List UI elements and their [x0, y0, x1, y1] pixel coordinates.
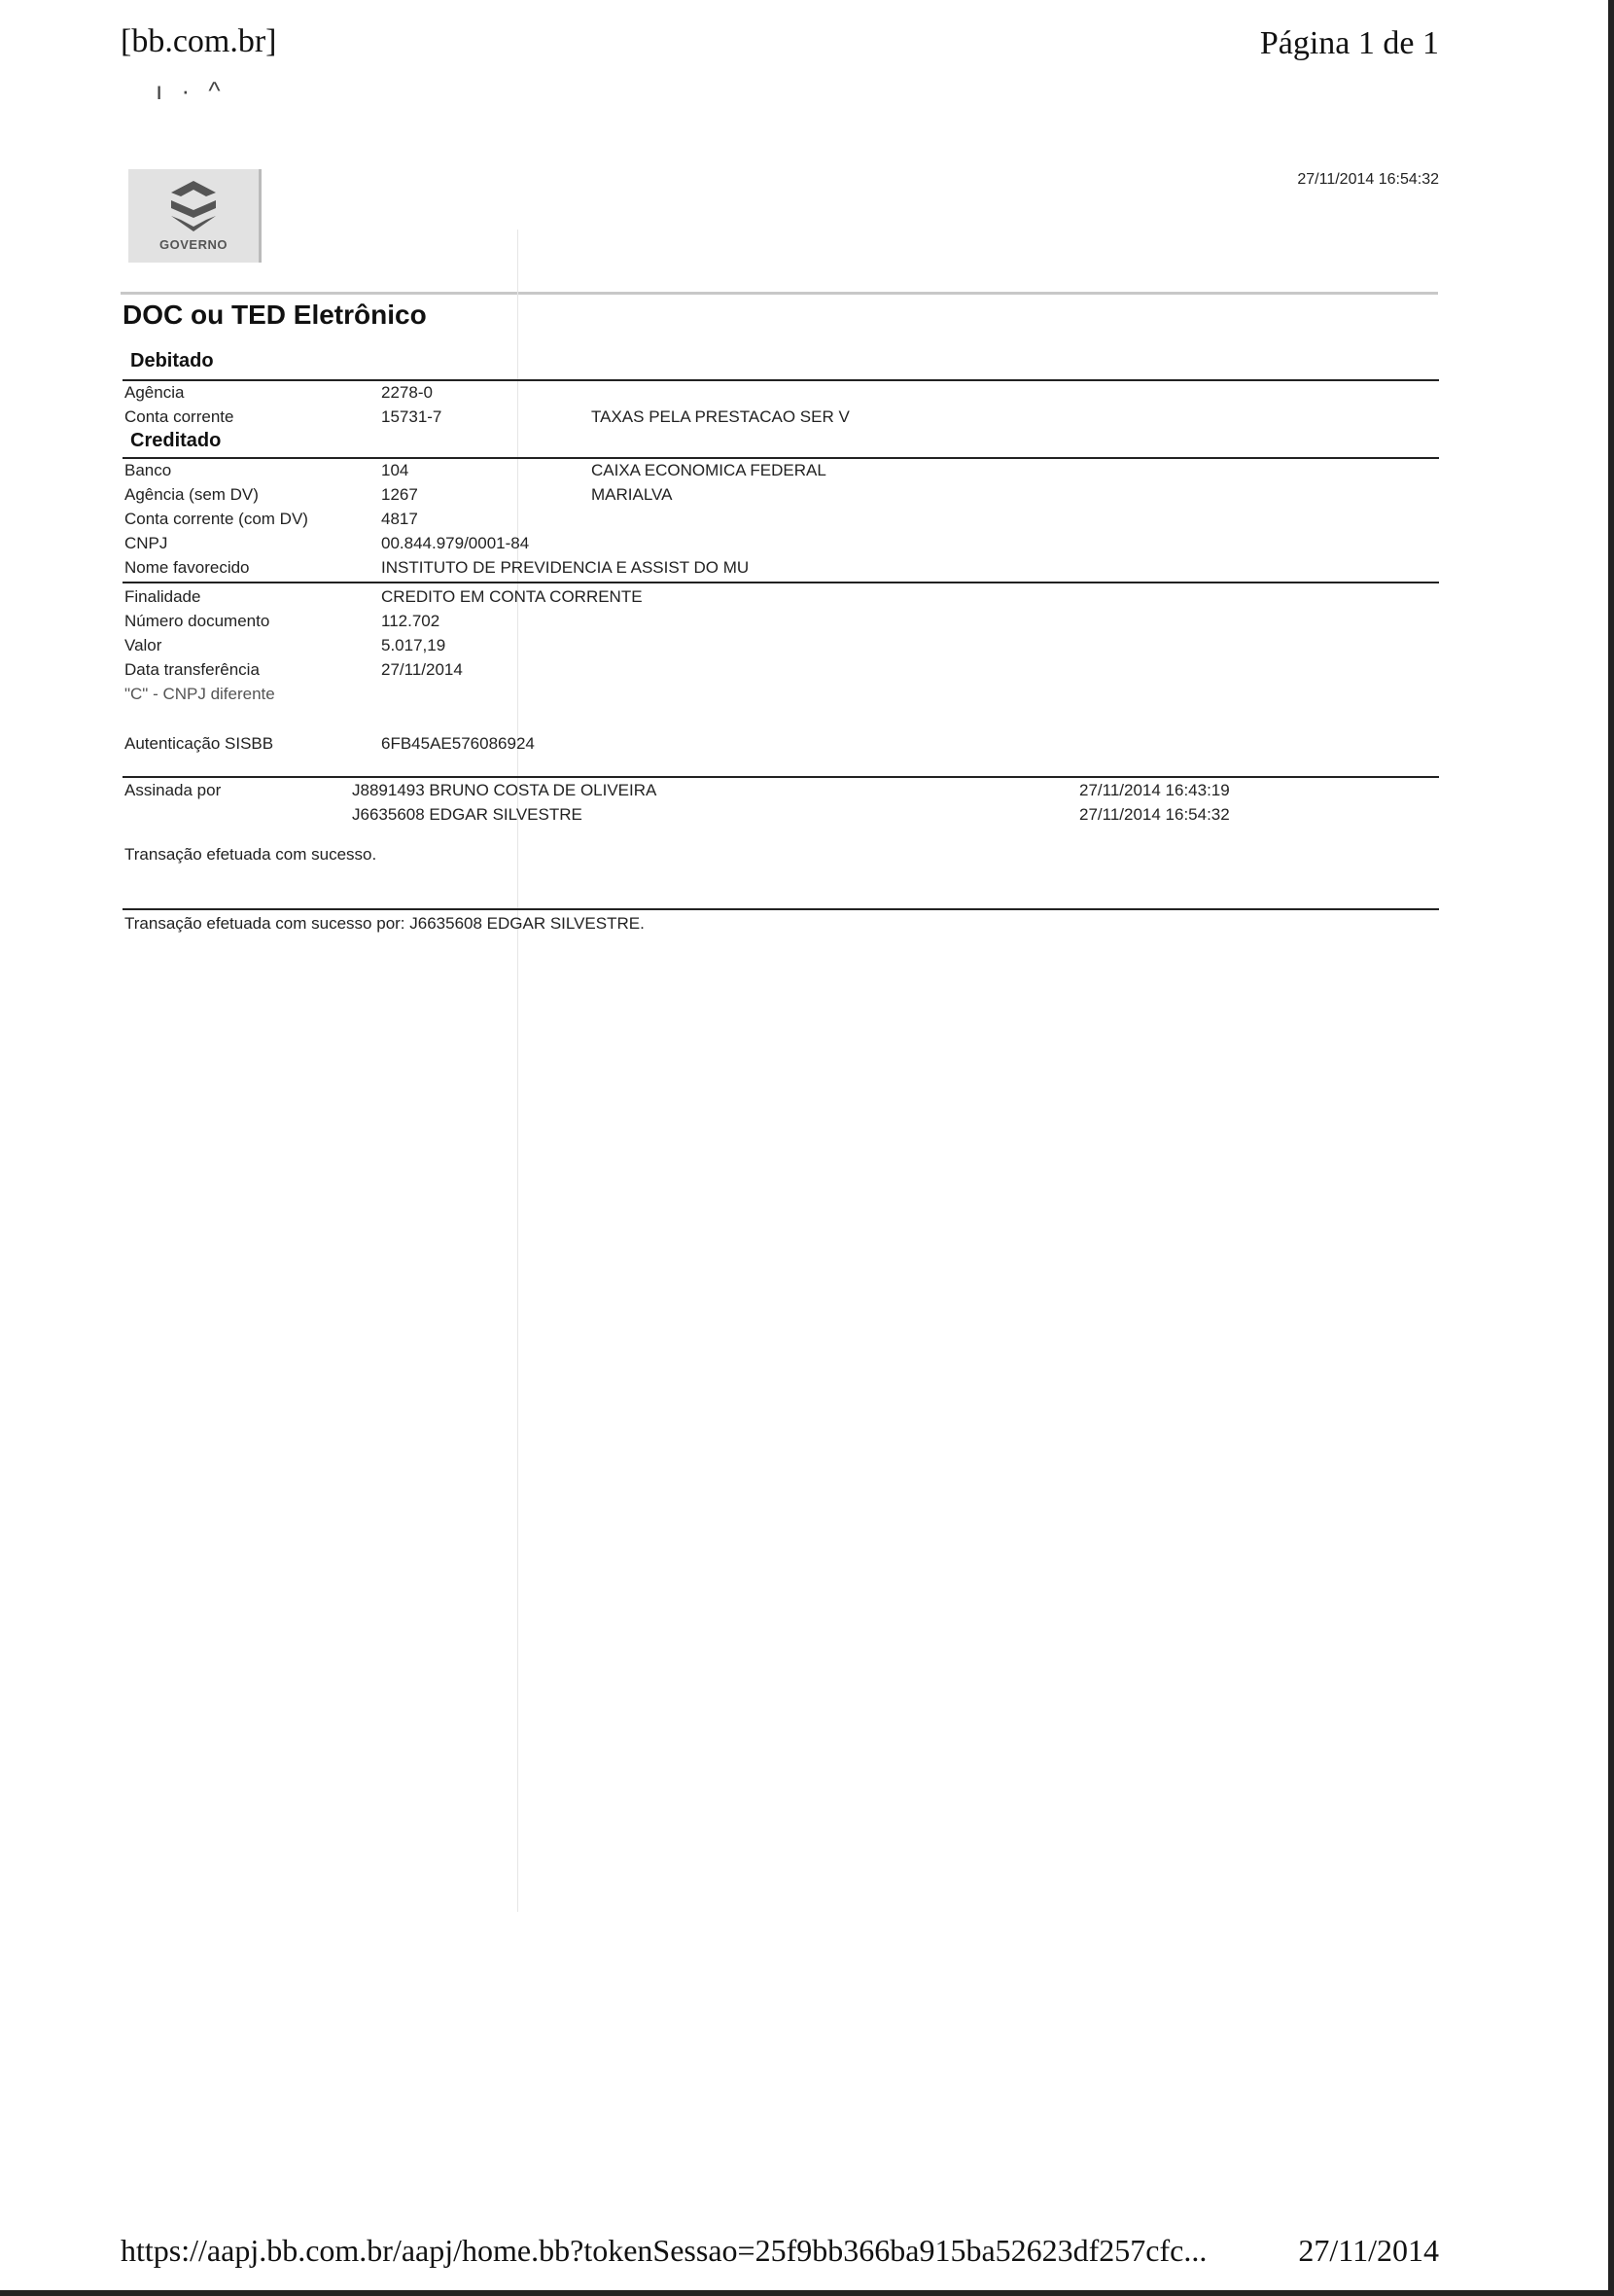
row-value: 104: [381, 461, 409, 479]
auth-code: 6FB45AE576086924: [381, 734, 535, 753]
section-debitado-heading: Debitado: [130, 350, 214, 371]
row-label: Conta corrente (com DV): [124, 510, 308, 528]
page-title: DOC ou TED Eletrônico: [123, 300, 427, 330]
table-row: [123, 405, 1439, 429]
row-label: CNPJ: [124, 534, 168, 552]
table-row: [123, 555, 1439, 580]
print-date: 27/11/2014: [1298, 2233, 1439, 2268]
row-value: 4817: [381, 510, 418, 528]
logo-label: GOVERNO: [159, 237, 228, 252]
final-status-row: [123, 911, 1439, 936]
row-label: Banco: [124, 461, 172, 479]
browser-site-label: [bb.com.br]: [121, 23, 277, 59]
page-count-label: Página 1 de 1: [1259, 25, 1439, 61]
row-value: 15731-7: [381, 407, 442, 426]
auth-row: [123, 731, 1439, 756]
signature-row: [123, 778, 1439, 802]
row-value: 5.017,19: [381, 636, 446, 654]
signer-date: 27/11/2014 16:43:19: [1079, 781, 1230, 799]
status-row: [123, 842, 1439, 866]
signature-row: [123, 802, 1439, 827]
section-divider: [123, 582, 1439, 583]
section-divider: [123, 908, 1439, 910]
row-label: Agência (sem DV): [124, 485, 259, 504]
status-message: Transação efetuada com sucesso.: [124, 845, 377, 864]
table-row: [123, 609, 1439, 633]
row-label: Conta corrente: [124, 407, 234, 426]
row-label: Finalidade: [124, 587, 201, 606]
row-value: INSTITUTO DE PREVIDENCIA E ASSIST DO MU: [381, 558, 750, 577]
table-row: [123, 482, 1439, 507]
auth-label: Autenticação SISBB: [124, 734, 274, 753]
row-value: CREDITO EM CONTA CORRENTE: [381, 587, 643, 606]
table-row: [123, 380, 1439, 405]
row-extra: MARIALVA: [591, 485, 673, 504]
signed-by-label: Assinada por: [124, 781, 222, 799]
final-status-message: Transação efetuada com sucesso por: J6635608 EDGAR SILVESTRE.: [124, 914, 645, 933]
table-row: [123, 657, 1439, 682]
bank-logo: [128, 169, 262, 263]
row-value: 27/11/2014: [381, 660, 463, 679]
row-label: Valor: [124, 636, 162, 654]
signer-name: J8891493 BRUNO COSTA DE OLIVEIRA: [352, 781, 657, 799]
row-value: 112.702: [381, 612, 440, 630]
row-label: Nome favorecido: [124, 558, 250, 577]
row-value: 1267: [381, 485, 418, 504]
section-creditado-heading: Creditado: [130, 430, 222, 451]
cnpj-note-row: [123, 682, 1439, 706]
row-value: 00.844.979/0001-84: [381, 534, 530, 552]
signer-name: J6635608 EDGAR SILVESTRE: [352, 805, 582, 824]
bank-logo-icon: [167, 179, 220, 233]
cnpj-note: "C" - CNPJ diferente: [124, 685, 275, 703]
table-row: [123, 507, 1439, 531]
row-label: Número documento: [124, 612, 270, 630]
table-row: [123, 531, 1439, 555]
row-label: Agência: [124, 383, 185, 402]
table-row: [123, 633, 1439, 657]
generation-timestamp: 27/11/2014 16:54:32: [1297, 171, 1439, 188]
table-row: [123, 458, 1439, 482]
table-row: [123, 584, 1439, 609]
page-url: https://aapj.bb.com.br/aapj/home.bb?tokenSessao=25f9bb366ba915ba52623df257cfc...: [121, 2233, 1208, 2268]
signer-date: 27/11/2014 16:54:32: [1079, 805, 1230, 824]
row-extra: CAIXA ECONOMICA FEDERAL: [591, 461, 826, 479]
row-extra: TAXAS PELA PRESTACAO SER V: [591, 407, 850, 426]
scan-marks: ı · ^: [156, 76, 227, 105]
header-divider: [121, 292, 1438, 295]
row-label: Data transferência: [124, 660, 260, 679]
row-value: 2278-0: [381, 383, 433, 402]
